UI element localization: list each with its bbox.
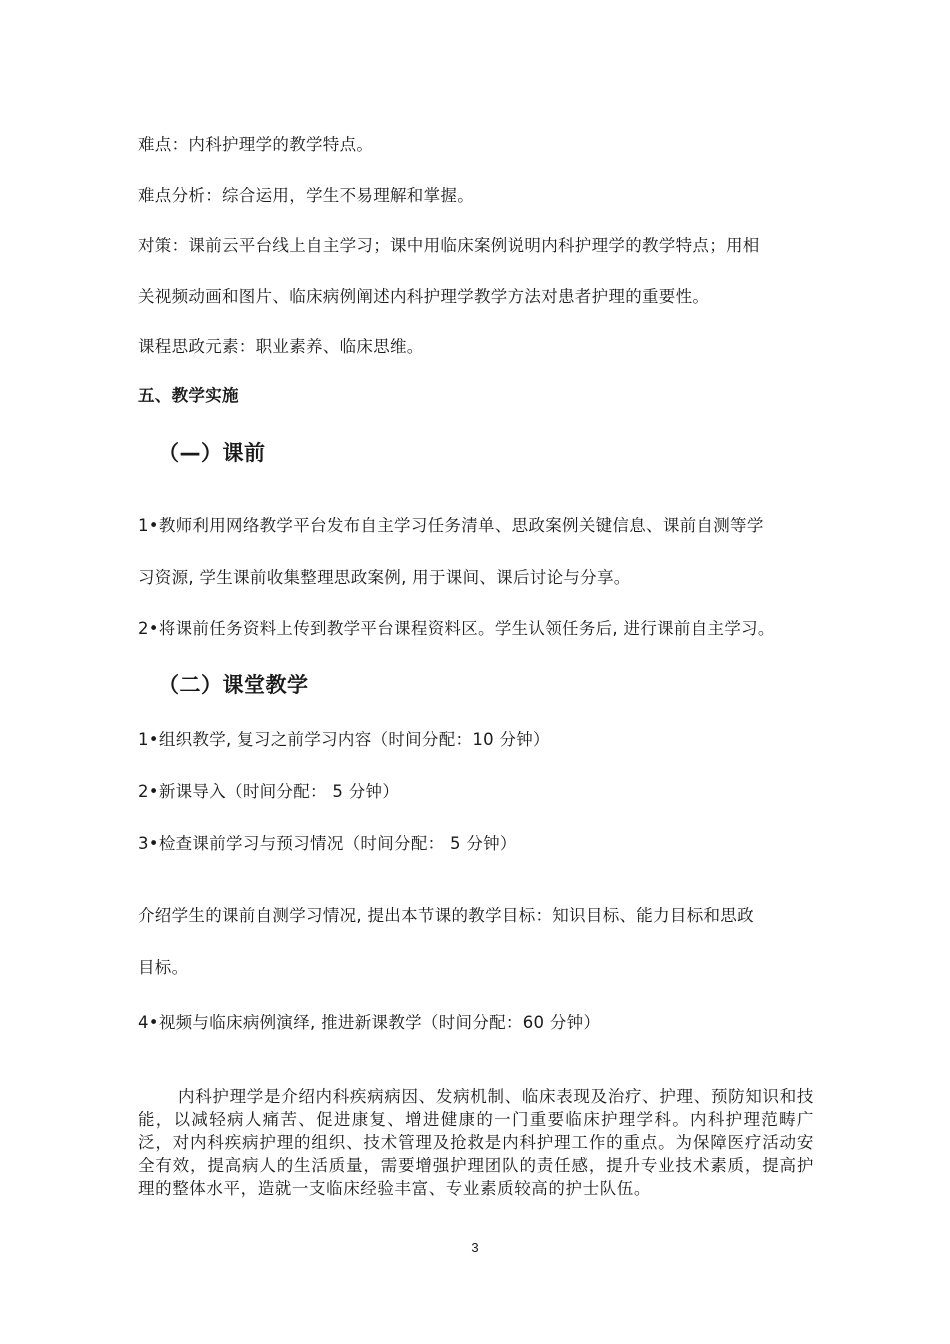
classroom-intro-line-2: 目标。 (138, 958, 189, 977)
pre-class-item-2: 2•将课前任务资料上传到教学平台课程资料区。学生认领任务后, 进行课前自主学习。 (138, 619, 775, 638)
pre-class-heading: （—）课前 (158, 441, 266, 465)
page-number: 3 (471, 1240, 479, 1255)
body-paragraph: 内科护理学是介绍内科疾病病因、发病机制、临床表现及治疗、护理、预防知识和技能，以减轻病人痛苦、促进康复、增进健康的一门重要临床护理学科。内科护理范畴广泛，对内科疾病护理的组织、技术管理及抢救是内科护理工作的重点。为保障医疗活动安全有效，提高病人的生活质量，需要增强护理团队的责任感，提升专业技术素质，提高护理的整体水平，造就一支临床经验丰富、专业素质较高的护士队伍。 (138, 1087, 814, 1198)
classroom-heading: （二）课堂教学 (158, 673, 309, 697)
ideology-line: 课程思政元素：职业素养、临床思维。 (138, 337, 424, 356)
classroom-intro-line-1: 介绍学生的课前自测学习情况, 提出本节课的教学目标：知识目标、能力目标和思政 (138, 906, 754, 925)
section-title: 五、教学实施 (138, 386, 239, 405)
classroom-item-4: 4•视频与临床病例演绎, 推进新课教学（时间分配：60 分钟） (138, 1013, 601, 1032)
strategy-line-1: 对策：课前云平台线上自主学习；课中用临床案例说明内科护理学的教学特点；用相 (138, 236, 760, 255)
difficulty-analysis-line: 难点分析：综合运用，学生不易理解和掌握。 (138, 186, 474, 205)
classroom-item-1: 1•组织教学, 复习之前学习内容（时间分配：10 分钟） (138, 730, 550, 749)
difficulty-line: 难点：内科护理学的教学特点。 (138, 135, 374, 154)
strategy-line-2: 关视频动画和图片、临床病例阐述内科护理学教学方法对患者护理的重要性。 (138, 287, 710, 306)
pre-class-item-1-line-2: 习资源, 学生课前收集整理思政案例, 用于课间、课后讨论与分享。 (138, 568, 631, 587)
classroom-item-2: 2•新课导入（时间分配： 5 分钟） (138, 782, 400, 801)
classroom-item-3: 3•检查课前学习与预习情况（时间分配： 5 分钟） (138, 834, 517, 853)
pre-class-item-1-line-1: 1•教师利用网络教学平台发布自主学习任务清单、思政案例关键信息、课前自测等学 (138, 516, 764, 535)
